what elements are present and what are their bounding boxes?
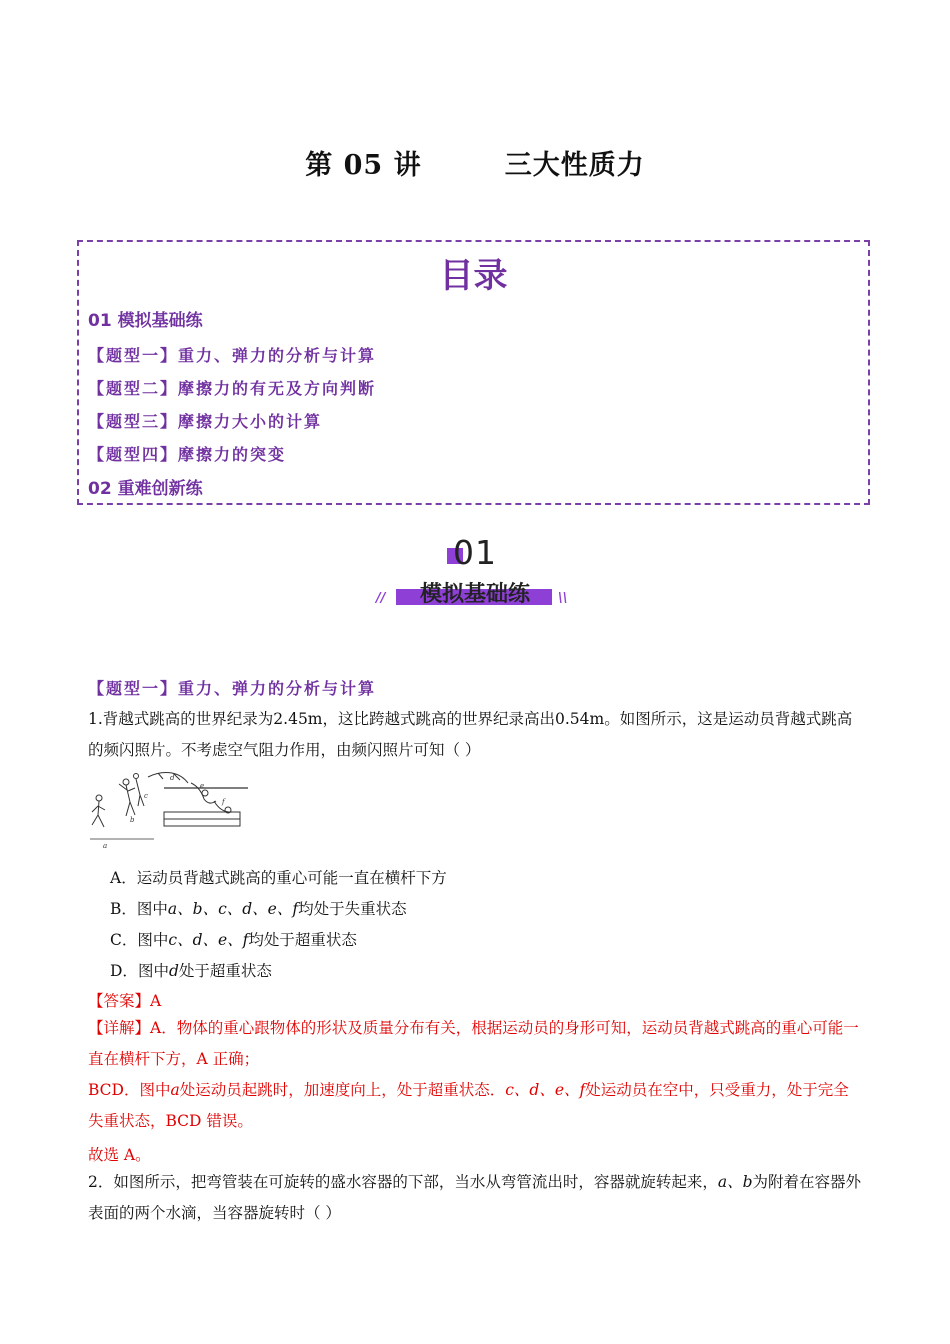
analysis-tag: 【详解】 bbox=[88, 1019, 151, 1037]
option-text: 均处于失重状态 bbox=[298, 900, 407, 918]
section-label: 模拟基础练 bbox=[419, 582, 530, 607]
analysis-text: A．物体的重心跟物体的形状及质量分布有关，根据运动员的身形可知，运动员背越式跳高的重心可能一直在横杆下方，A 正确； bbox=[88, 1019, 859, 1068]
option-a[interactable] bbox=[110, 866, 447, 888]
toc-item[interactable]: 01 模拟基础练 bbox=[88, 311, 203, 331]
question-2-stem bbox=[88, 1167, 863, 1229]
option-label: C． bbox=[110, 931, 138, 949]
banner-left-mark: // bbox=[376, 591, 386, 606]
figure-label: d bbox=[170, 774, 175, 782]
option-text: 运动员背越式跳高的重心可能一直在横杆下方 bbox=[136, 869, 447, 887]
option-d[interactable] bbox=[110, 959, 272, 981]
analysis-paragraph-1 bbox=[88, 1013, 863, 1075]
option-c[interactable] bbox=[110, 928, 357, 950]
analysis-paragraph-2 bbox=[88, 1075, 863, 1137]
section-number: 01 bbox=[453, 533, 497, 572]
analysis-variables: c、d、e、f bbox=[505, 1081, 586, 1099]
conclusion-line: 故选 A。 bbox=[88, 1146, 151, 1164]
type-heading: 【题型一】重力、弹力的分析与计算 bbox=[88, 679, 377, 698]
question-1-stem: 1.背越式跳高的世界纪录为2.45m，这比跨越式跳高的世界纪录高出0.54m。如图所示，这是运动员背越式跳高的频闪照片。不考虑空气阻力作用，由频闪照片可知（ ） bbox=[88, 710, 853, 759]
analysis-text: BCD．图中 bbox=[88, 1081, 171, 1099]
option-text: 图中 bbox=[136, 900, 168, 918]
figure-label: a bbox=[103, 842, 108, 850]
question-text: 为附着在容器外表面的两个水滴，当容器旋转时（ ） bbox=[88, 1173, 862, 1222]
section-banner bbox=[372, 533, 578, 613]
option-variables: a、b、c、d、e、f bbox=[167, 900, 299, 918]
answer-tag: 【答案】 bbox=[88, 992, 151, 1010]
high-jump-photo bbox=[88, 770, 248, 855]
toc-item[interactable]: 【题型四】摩擦力的突变 bbox=[88, 445, 287, 464]
toc-heading: 目录 bbox=[439, 256, 508, 296]
option-label: B． bbox=[110, 900, 137, 918]
option-variables: d bbox=[168, 962, 179, 980]
analysis-variable: a bbox=[170, 1081, 180, 1099]
toc-item[interactable]: 【题型一】重力、弹力的分析与计算 bbox=[88, 346, 377, 365]
figure-label: f bbox=[222, 798, 225, 806]
answer-line bbox=[88, 989, 161, 1011]
toc-item[interactable]: 02 重难创新练 bbox=[88, 479, 203, 499]
question-text: 2．如图所示，把弯管装在可旋转的盛水容器的下部，当水从弯管流出时，容器就旋转起来， bbox=[88, 1173, 718, 1191]
option-text: 处于超重状态 bbox=[178, 962, 272, 980]
option-label: D． bbox=[110, 962, 138, 980]
option-text: 图中 bbox=[137, 962, 169, 980]
banner-right-mark: \\ bbox=[558, 591, 568, 606]
option-text: 均处于超重状态 bbox=[248, 931, 357, 949]
figure-label: b bbox=[130, 816, 135, 824]
answer-value: A bbox=[150, 992, 162, 1010]
analysis-text: 处运动员在空中，只受重力，处于完全失重状态，BCD 错误。 bbox=[88, 1081, 849, 1130]
analysis-text: 处运动员起跳时，加速度向上，处于超重状态． bbox=[179, 1081, 506, 1099]
option-label: A． bbox=[110, 869, 137, 887]
toc-item[interactable]: 【题型二】摩擦力的有无及方向判断 bbox=[88, 379, 377, 398]
table-of-contents bbox=[77, 240, 870, 505]
toc-item[interactable]: 【题型三】摩擦力大小的计算 bbox=[88, 412, 323, 431]
figure-label: c bbox=[144, 792, 148, 800]
option-variables: c、d、e、f bbox=[168, 931, 249, 949]
figure-label: e bbox=[200, 782, 205, 790]
option-b[interactable] bbox=[110, 897, 407, 919]
page-title: 第 05 讲 三大性质力 bbox=[305, 150, 645, 181]
option-text: 图中 bbox=[137, 931, 169, 949]
question-variables: a、b bbox=[717, 1173, 753, 1191]
